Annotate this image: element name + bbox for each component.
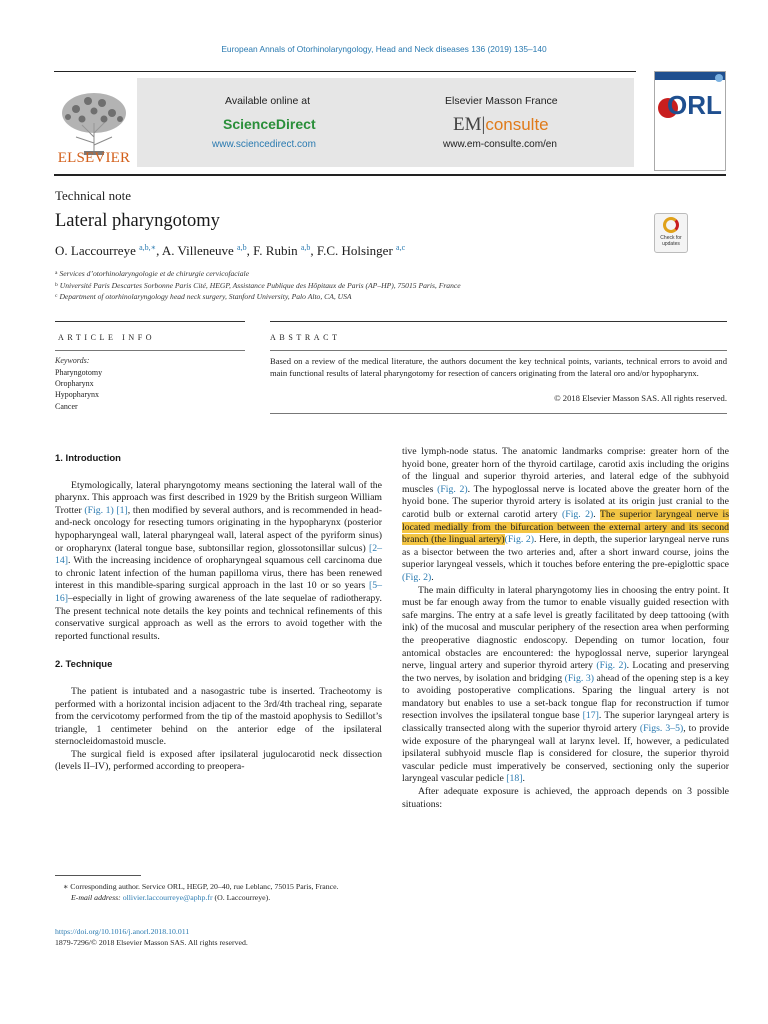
body-column-left — [55, 453, 382, 774]
journal-citation[interactable]: European Annals of Otorhinolaryngology, Head and Neck diseases 136 (2019) 135–140 — [221, 44, 547, 54]
landmarks-paragraph: tive lymph-node status. The anatomic landmarks comprise: greater horn of the hyoid bone, greater horn of the thyroid cartilage, carotid axis including the origins of the lingual and superior thyroid arteries, and lateral edge of the subhyoid muscles (Fig. 2). The hypoglossal nerve is located above the greater horn of the hyoid bone. The superior thyroid artery is isolated at its origin just cranial to the carotid bulb or external carotid artery (Fig. 2). The superior laryngeal nerve is located medially from the bifurcation between the external artery and its second branch (the lingual artery)(Fig. 2). Here, in depth, the superior laryngeal nerve runs as a bisector between the two arteries and, after a short inward course, joins the superior laryngeal vessels, which it touches before entering the pre-epiglottic space (Fig. 2). — [402, 446, 730, 583]
keyword: Hypopharynx — [55, 390, 99, 400]
figure-link[interactable]: (Fig. 2) — [596, 660, 627, 672]
sciencedirect-link[interactable]: www.sciencedirect.com — [212, 139, 316, 150]
sciencedirect-logo[interactable]: ScienceDirect — [223, 116, 316, 132]
affiliation-key: a — [55, 270, 58, 276]
article-title: Lateral pharyngotomy — [55, 211, 220, 231]
keyword: Pharyngotomy — [55, 368, 103, 377]
keywords-list — [55, 367, 102, 412]
email-label: E-mail address: — [71, 893, 121, 903]
keywords-label: Keywords: — [55, 356, 90, 365]
affiliation-item — [55, 291, 461, 303]
affiliation-item — [55, 280, 461, 292]
abstract-heading: ABSTRACT — [270, 333, 341, 342]
technique-paragraph: The patient is intubated and a nasogastric tube is inserted. Tracheotomy is performed with a horizontal incision adjacent to the 3rd/4th tracheal ring, separate from the cervicotomy performed from the tip of the mastoid apophysis to Sedillot’s triangle, 1 centimeter behind on the anterior edge of the ipsilateral sternocleidomastoid muscle. — [55, 685, 382, 748]
abstract-subrule — [270, 350, 727, 351]
figure-link[interactable]: (Fig. 3) — [564, 672, 594, 684]
article-info-rule — [55, 321, 245, 322]
affiliation-text: Université Paris Descartes Sorbonne Paris Cité, HEGP, Assistance Publique des Hôpitaux de Paris (AP–HP), 75015 Paris, France — [59, 280, 461, 290]
article-info-heading: ARTICLE INFO — [58, 333, 156, 342]
author-affil-link[interactable]: a,b — [300, 243, 311, 252]
author-name: A. Villeneuve — [161, 243, 234, 258]
figure-link[interactable]: (Fig. 2) — [562, 508, 594, 520]
banner-rule — [54, 71, 636, 72]
check-updates-label: Check for updates — [660, 235, 682, 247]
author-affil-link[interactable]: a,c — [396, 243, 406, 252]
available-online-label: Available online at — [225, 95, 311, 107]
affiliation-text: Department of otorhinolaryngology head neck surgery, Stanford University, Palo Alto, CA, USA — [59, 292, 352, 301]
em-consulte-logo[interactable] — [453, 114, 549, 136]
affiliation-text: Services d’otorhinolaryngologie et de chirurgie cervicofaciale — [59, 269, 250, 278]
email-link[interactable]: ollivier.laccourreye@aphp.fr — [122, 893, 213, 903]
header-rule — [54, 174, 726, 176]
citation-link[interactable]: [2–14] — [55, 542, 382, 567]
footnote-rule — [55, 875, 141, 876]
intro-paragraph: Etymologically, lateral pharyngotomy means sectioning the lateral wall of the pharynx. This approach was first described in 1929 by the British surgeon William Trotter (Fig. 1) [1], then modified by several authors, and is recommended in head-and-neck oncology for resecting tumors originating in the hypopharynx (posterior hypopharyngeal wall, lateral pharyngeal wall, lateral aspect of the pyriform sinus) or oropharynx (lateral tongue base, subtonsillar region, glossotonsillar sulcus) [2–14]. With the increasing incidence of oropharyngeal squamous cell carcinoma due to chronic latent infection of the human papilloma virus, there has been renewed interest in this mandible-sparing surgical approach in the last 10 or so years [5–16]–especially in light of growing awareness of the late sequelae of radiotherapy. The present technical note details the key points and technical refinements of this conservative surgical approach as well as the errors to avoid together with the reported functional results. — [55, 479, 382, 642]
affiliation-item — [55, 268, 461, 280]
technique-paragraph: The surgical field is exposed after ipsilateral jugulocarotid neck dissection (levels II–IV), performed according to preopera- — [55, 748, 382, 773]
check-for-updates-badge[interactable] — [654, 213, 688, 253]
affiliations — [55, 268, 461, 303]
author-affil-link[interactable]: a,b — [237, 243, 247, 252]
abstract-rule — [270, 321, 727, 322]
abstract-bottom-rule — [270, 413, 727, 414]
highlighted-text[interactable]: The superior laryngeal nerve is located medially from the bifurcation between the external artery and its second branch (the lingual artery) — [402, 508, 729, 546]
issn-copyright: 1879-7296/© 2018 Elsevier Masson SAS. All rights reserved. — [55, 938, 248, 947]
figure-link[interactable]: (Fig. 2) — [504, 534, 535, 546]
em-consulte-link[interactable]: www.em-consulte.com/en — [443, 139, 557, 150]
article-info-subrule — [55, 350, 245, 351]
citation-link[interactable]: [18] — [506, 773, 523, 785]
access-banner — [137, 78, 634, 167]
citation-link[interactable]: [1] — [116, 504, 128, 516]
affiliation-key: b — [55, 281, 58, 288]
body-column-right — [402, 446, 729, 811]
keyword: Oropharynx — [55, 379, 94, 389]
footnote — [55, 881, 382, 903]
affiliation-key: c — [55, 293, 58, 299]
approach-paragraph: After adequate exposure is achieved, the approach depends on 3 possible situations: — [402, 786, 729, 810]
publisher-label: Elsevier Masson France — [445, 95, 558, 107]
email-owner: (O. Laccourreye). — [214, 893, 271, 903]
author-name: O. Laccourreye — [55, 243, 136, 258]
cover-title: ORL — [667, 90, 722, 120]
author-name: F.C. Holsinger — [316, 243, 393, 258]
citation-link[interactable]: [17] — [582, 710, 599, 722]
em-prefix: EM| — [453, 114, 486, 135]
article-type: Technical note — [55, 188, 131, 203]
em-suffix: consulte — [485, 115, 549, 134]
author-list: O. Laccourreye $^{a,b,∗}$, A. Villeneuve $^{a,b}$, F. Rubin $^{a,b}$, F.C. Holsinger $^{a,c}$ — [55, 243, 406, 258]
section-heading-introduction: 1. Introduction — [55, 453, 121, 464]
elsevier-wordmark: ELSEVIER — [57, 150, 131, 166]
figure-link[interactable]: (Fig. 1) — [84, 504, 114, 516]
abstract-text: Based on a review of the medical literature, the authors document the key technical points, variants, technical errors to avoid and main functional results of lateral pharyngotomy for resection of cancers originating from the lateral oro and/or hypopharynx. — [270, 356, 727, 379]
email-line — [55, 892, 382, 903]
author-affil-link[interactable]: a,b,∗ — [139, 243, 157, 252]
section-heading-technique: 2. Technique — [55, 659, 113, 671]
doi-link[interactable]: https://doi.org/10.1016/j.anorl.2018.10.011 — [55, 927, 190, 936]
figure-link[interactable]: (Fig. 2) — [437, 483, 468, 495]
corresponding-author-note: ∗ Corresponding author. Service ORL, HEGP, 20–40, rue Leblanc, 75015 Paris, France. — [63, 882, 339, 891]
entry-point-paragraph: The main difficulty in lateral pharyngotomy lies in choosing the entry point. It must be far enough away from the tumor to enable visually guided resection with safe margins. The entry at a safe level is greatly facilitated by deep tattooing (with ink) of the mucosal and muscular periphery of the resection area when performing the preoperative diagnostic endoscopy. Depending on tumor location, four antomical obstacles are encountered: the hypoglossal nerve, superior laryngeal nerve, lingual artery and superior thyroid artery (Fig. 2). Locating and preserving the two nerves, by isolation and bridging (Fig. 3) ahead of the opening step is a key to avoiding postoperative complications. Sparing the lingual artery is not mandatory but enables to use a set-back tongue flap for reconstruction if tumor resection involves the ipsilateral tongue base [17]. The superior laryngeal artery is classically transected along with the superior thyroid artery (Figs. 3–5), to provide wide exposure of the pharyngeal wall at larynx level. If, however, a pediculated ipsilateral subhyoid muscle flap is considered for closure, the superior thyroid vascular pedicle must imperatively be conserved, sectioning only the superior laryngeal vascular pedicle [18]. — [402, 584, 730, 785]
author-name: F. Rubin — [253, 243, 298, 258]
keyword: Cancer — [55, 401, 78, 411]
abstract-copyright: © 2018 Elsevier Masson SAS. All rights reserved. — [554, 393, 727, 403]
cover-dot-icon — [715, 74, 723, 82]
citation-link[interactable]: [5–16] — [55, 580, 382, 604]
figure-link[interactable]: (Fig. 2) — [402, 571, 432, 583]
figure-link[interactable]: (Figs. 3–5) — [639, 723, 684, 735]
journal-cover-thumbnail[interactable] — [654, 71, 726, 171]
check-updates-icon — [663, 217, 679, 233]
